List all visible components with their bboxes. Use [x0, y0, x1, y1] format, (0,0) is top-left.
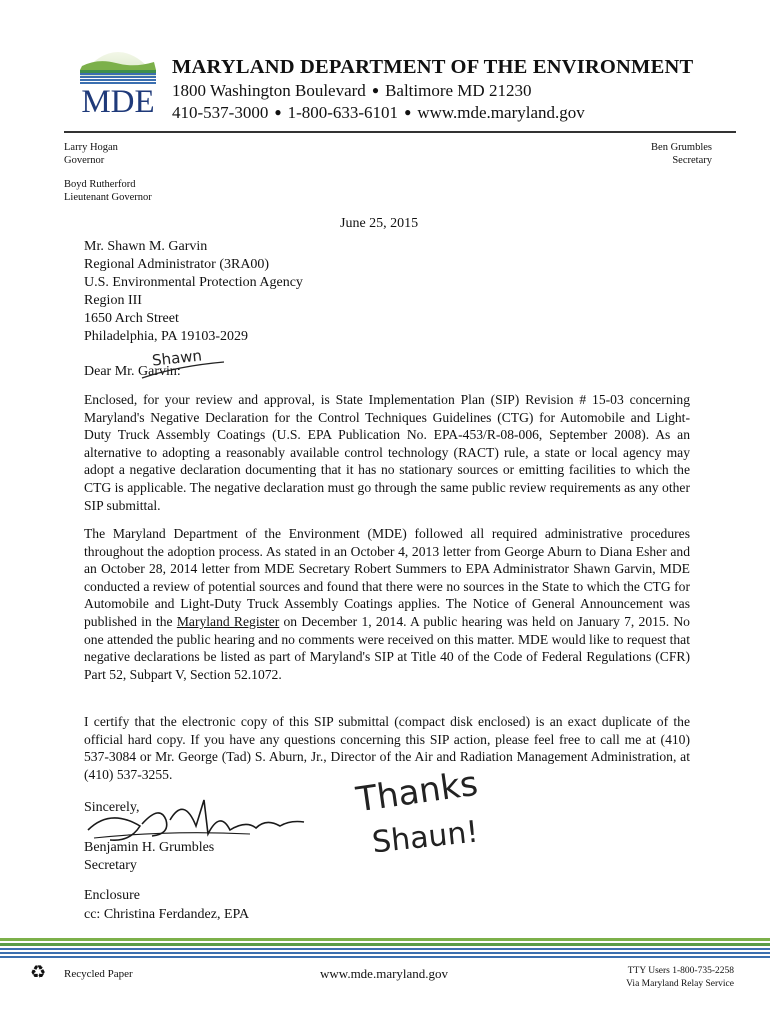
bullet-icon: ● — [404, 105, 412, 119]
signer-name: Benjamin H. Grumbles — [84, 840, 215, 855]
enclosure-label: Enclosure — [84, 888, 140, 903]
contact-line — [172, 103, 585, 123]
recipient-line: Mr. Shawn M. Garvin — [84, 239, 208, 254]
mde-logo — [76, 36, 160, 120]
governor-block — [64, 141, 118, 167]
secretary-title: Secretary — [672, 155, 712, 166]
governor-name: Larry Hogan — [64, 142, 118, 153]
closing: Sincerely, — [84, 800, 140, 815]
footer-website[interactable]: www.mde.maryland.gov — [320, 966, 449, 981]
department-name: MARYLAND DEPARTMENT OF THE ENVIRONMENT — [172, 56, 694, 78]
phone-number: 410-537-3000 — [172, 103, 269, 122]
tollfree-number: 1-800-633-6101 — [287, 103, 399, 122]
secretary-name: Ben Grumbles — [651, 142, 712, 153]
header-website[interactable]: www.mde.maryland.gov — [417, 103, 585, 122]
recycled-paper-label: Recycled Paper — [64, 968, 133, 980]
salutation: Dear Mr. Garvin: — [84, 364, 181, 379]
handwritten-salutation: Shawn — [151, 346, 203, 370]
handwritten-note-line-2: Shaun! — [370, 814, 481, 861]
handwritten-note-line-1: Thanks — [353, 763, 481, 821]
salutation-strike-stroke — [138, 360, 228, 382]
tty-block — [626, 965, 734, 991]
footer-landscape-band — [0, 938, 770, 960]
body-paragraph-3: I certify that the electronic copy of this SIP submittal (compact disk enclosed) is an exact duplicate of the official hard copy. If you have any questions concerning this SIP action, please feel free to call me at (410) 537-3084 or Mr. George (Tad) S. Aburn, Jr., Director of the Air and Radiation Management Administration, at (410) 537-3255. — [84, 714, 690, 782]
secretary-block — [651, 141, 712, 167]
street-address: 1800 Washington Boulevard — [172, 81, 366, 100]
recipient-address — [84, 238, 303, 346]
address-line — [172, 81, 531, 101]
governor-title: Governor — [64, 155, 105, 166]
logo-text: MDE — [81, 84, 155, 120]
maryland-register-link: Maryland Register — [176, 613, 280, 629]
recycle-icon: ♻ — [30, 962, 47, 982]
bullet-icon: ● — [274, 105, 282, 119]
header-divider — [64, 131, 736, 133]
bullet-icon: ● — [371, 83, 380, 97]
paragraph-2-text-b: on December 1, 2014. A public hearing was held on January 7, 2015. No one attended the public hearing and no comments were received on this matter. MDE would like to request that negative declarations be listed as part of Maryland's SIP at Title 40 of the Code of Federal Regulations (CFR) Part 52, Subpart V, Section 52.1072. — [84, 613, 690, 682]
recipient-line: U.S. Environmental Protection Agency — [84, 275, 303, 290]
lt-governor-block — [64, 178, 152, 204]
letter-date: June 25, 2015 — [340, 216, 419, 231]
paragraph-2-text-a: The Maryland Department of the Environment (MDE) followed all required administrative procedures throughout the adoption process. As stated in an October 4, 2013 letter from George Aburn to Diana Esher and an October 28, 2014 letter from MDE Secretary Robert Summers to EPA Administrator Shawn Garvin, MDE conducted a review of potential sources and found that there were no sources in the State to which the CTG for Automobile and Light-Duty Truck Assembly Coatings applies. The Notice of General Announcement was published in the — [84, 526, 690, 629]
recipient-line: Region III — [84, 293, 142, 308]
recipient-line: Regional Administrator (3RA00) — [84, 257, 270, 272]
relay-line: Via Maryland Relay Service — [626, 979, 734, 989]
lt-governor-name: Boyd Rutherford — [64, 179, 136, 190]
lt-governor-title: Lieutenant Governor — [64, 192, 152, 203]
recipient-line: Philadelphia, PA 19103-2029 — [84, 329, 248, 344]
body-paragraph-2 — [84, 525, 690, 683]
tty-line: TTY Users 1-800-735-2258 — [627, 966, 734, 976]
recipient-line: 1650 Arch Street — [84, 311, 179, 326]
city-address: Baltimore MD 21230 — [385, 81, 532, 100]
signer-title: Secretary — [84, 858, 137, 873]
body-paragraph-1: Enclosed, for your review and approval, is State Implementation Plan (SIP) Revision # 15-03 concerning Maryland's Negative Declaration for the Control Techniques Guidelines (CTG) for Automobile and Light- Duty Truck Assembly Coatings (U.S. EPA Publication No. EPA-453/R-08-006, September 2008). As an alternative to adopting a reasonably available control technology (RACT) rule, a state or local agency may adopt a negative declaration documenting that it has no stationary sources or emitting facilities to which the CTG is applicable. The negative declaration must go through the same public review requirements as any other SIP submittal. — [84, 392, 690, 513]
cc-line: cc: Christina Ferdandez, EPA — [84, 907, 250, 922]
landscape-logo-icon — [76, 36, 160, 86]
